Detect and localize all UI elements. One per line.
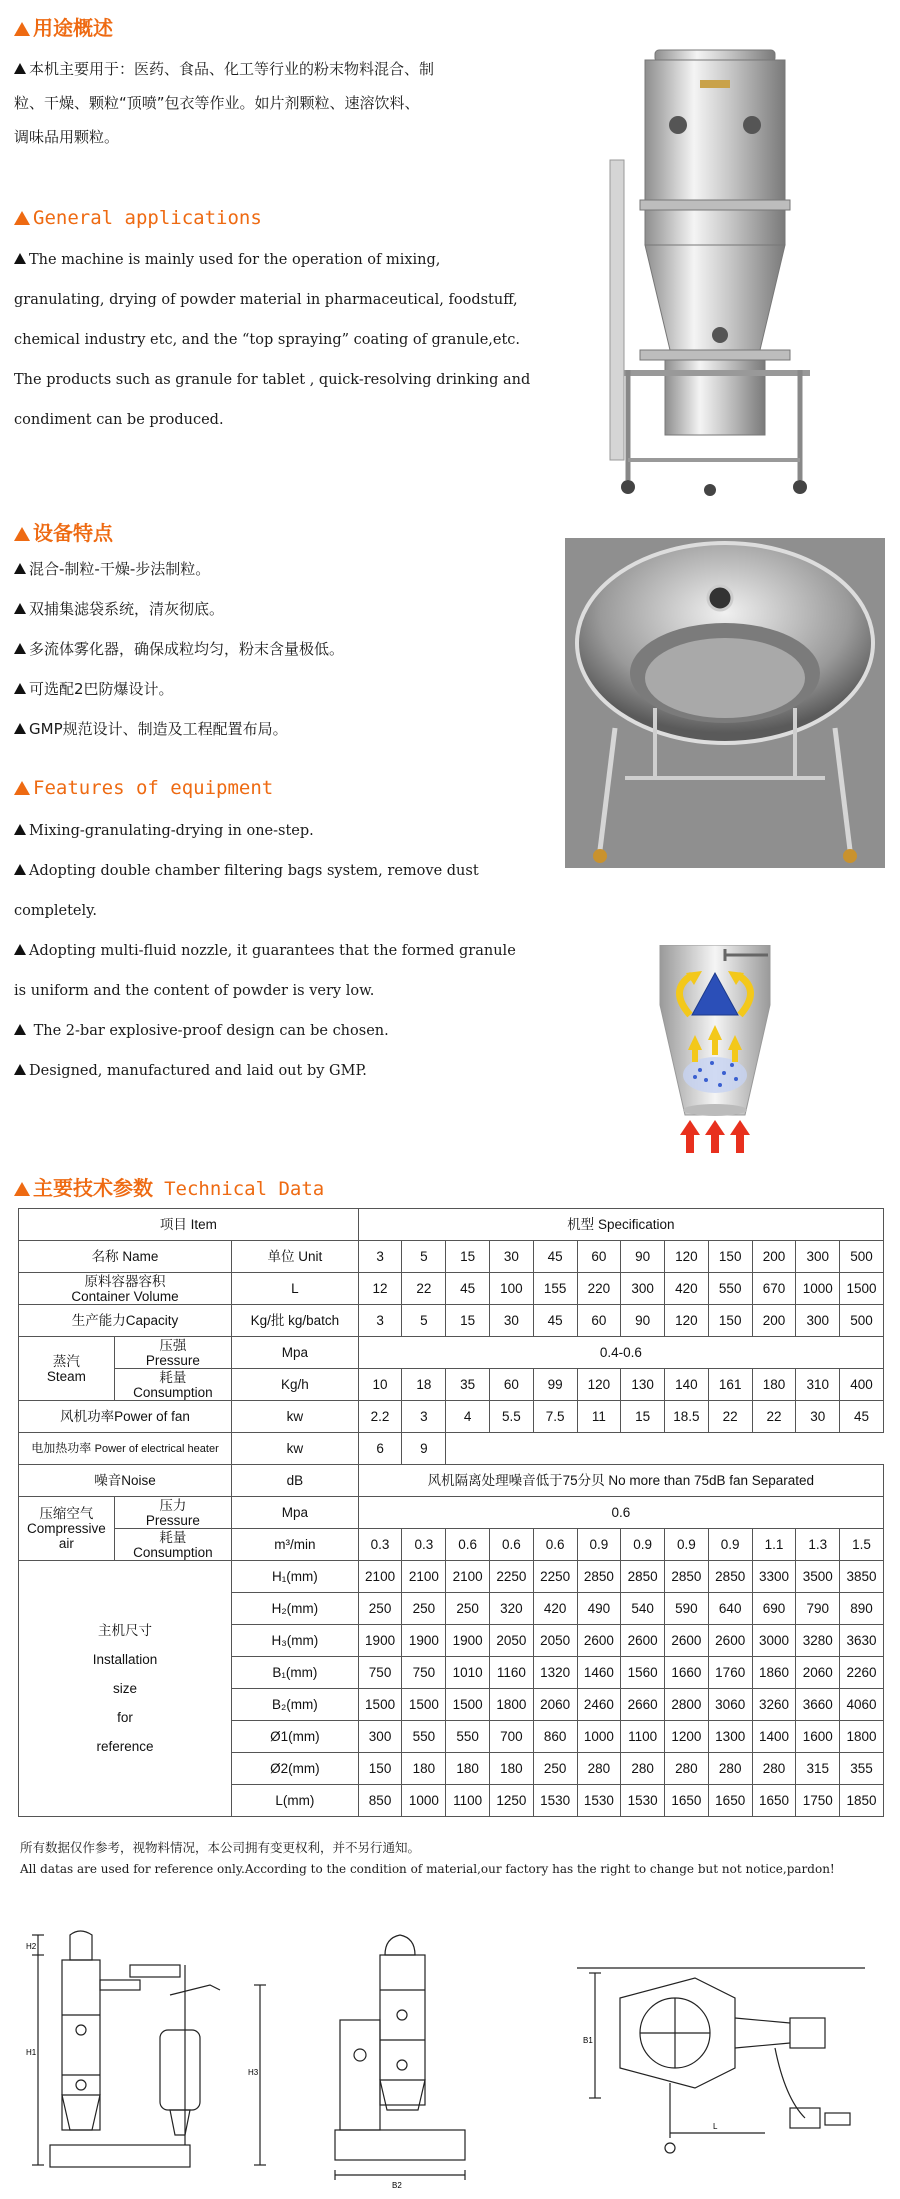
list-item: 混合-制粒-干燥-步法制粒。 bbox=[14, 549, 554, 589]
table-cell: 850 bbox=[358, 1785, 402, 1817]
table-cell: 750 bbox=[358, 1657, 402, 1689]
table-row: 原料容器容积 Container Volume L 12 22 45 100 155 220 300 420 550 670 1000 1500 bbox=[19, 1273, 884, 1305]
airflow-particles bbox=[683, 1057, 747, 1093]
table-cell: 0.9 bbox=[577, 1529, 621, 1561]
table-cell: 1000 bbox=[577, 1721, 621, 1753]
table-cell: 150 bbox=[708, 1241, 752, 1273]
table-cell: 7.5 bbox=[533, 1401, 577, 1433]
table-cell: 3 bbox=[402, 1401, 446, 1433]
table-cell: 18.5 bbox=[665, 1401, 709, 1433]
table-cell: 2.2 bbox=[358, 1401, 402, 1433]
table-cell: 2250 bbox=[489, 1561, 533, 1593]
table-cell: 1900 bbox=[402, 1625, 446, 1657]
list-item: 双捕集滤袋系统，清灰彻底。 bbox=[14, 589, 554, 629]
bullet-triangle-icon bbox=[14, 824, 26, 835]
table-cell: 1100 bbox=[446, 1785, 490, 1817]
table-cell bbox=[621, 1433, 665, 1465]
tech-heading: 主要技术参数 Technical Data bbox=[14, 1172, 324, 1201]
bullet-triangle-icon bbox=[14, 944, 26, 955]
table-cell: 10 bbox=[358, 1369, 402, 1401]
table-cell: 2050 bbox=[489, 1625, 533, 1657]
spec-header: 机型 Specification bbox=[358, 1209, 883, 1241]
table-cell: 1160 bbox=[489, 1657, 533, 1689]
table-cell: 3500 bbox=[796, 1561, 840, 1593]
table-cell: 1250 bbox=[489, 1785, 533, 1817]
table-row bbox=[19, 1561, 884, 1593]
table-cell: 45 bbox=[446, 1273, 490, 1305]
dimension-label: 主机尺寸 Installation size for reference bbox=[19, 1561, 232, 1817]
table-cell: 2850 bbox=[665, 1561, 709, 1593]
table-cell: 1760 bbox=[708, 1657, 752, 1689]
dimension-name: B₁(mm) bbox=[232, 1657, 359, 1689]
front-view-drawing bbox=[330, 1930, 470, 2195]
table-cell: 1460 bbox=[577, 1657, 621, 1689]
table-cell: 2850 bbox=[708, 1561, 752, 1593]
triangle-icon bbox=[14, 211, 30, 225]
table-cell: 30 bbox=[489, 1241, 533, 1273]
table-cell: 1600 bbox=[796, 1721, 840, 1753]
table-cell: 2800 bbox=[665, 1689, 709, 1721]
table-cell: 5 bbox=[402, 1305, 446, 1337]
table-cell: 2850 bbox=[621, 1561, 665, 1593]
table-cell: 550 bbox=[708, 1273, 752, 1305]
table-cell: 12 bbox=[358, 1273, 402, 1305]
table-cell: 1860 bbox=[752, 1657, 796, 1689]
usage-heading-cn: 用途概述 bbox=[14, 12, 113, 41]
table-cell: 420 bbox=[533, 1593, 577, 1625]
table-row: 电加热功率 Power of electrical heater kw 6 9 bbox=[19, 1433, 884, 1465]
table-row: 噪音Noise dB 风机隔离处理噪音低于75分贝 No more than 75dB fan Separated bbox=[19, 1465, 884, 1497]
dimension-name: H₂(mm) bbox=[232, 1593, 359, 1625]
table-cell: 2850 bbox=[577, 1561, 621, 1593]
table-cell: 1560 bbox=[621, 1657, 665, 1689]
table-cell: 1000 bbox=[402, 1785, 446, 1817]
tech-spec-table bbox=[18, 1208, 884, 1817]
table-cell: 300 bbox=[796, 1241, 840, 1273]
table-cell bbox=[446, 1433, 490, 1465]
table-cell bbox=[752, 1433, 796, 1465]
table-cell: 0.6 bbox=[533, 1529, 577, 1561]
table-cell: 45 bbox=[840, 1401, 884, 1433]
table-cell: 250 bbox=[533, 1753, 577, 1785]
airflow-diagram bbox=[650, 945, 780, 1155]
table-cell: 670 bbox=[752, 1273, 796, 1305]
bowl-photo-illustration bbox=[565, 538, 885, 868]
table-cell: 250 bbox=[446, 1593, 490, 1625]
table-cell: 1100 bbox=[621, 1721, 665, 1753]
table-cell: 1.3 bbox=[796, 1529, 840, 1561]
table-cell: 1.1 bbox=[752, 1529, 796, 1561]
triangle-icon bbox=[14, 781, 30, 795]
table-cell: 45 bbox=[533, 1305, 577, 1337]
table-cell: 0.6 bbox=[446, 1529, 490, 1561]
table-cell: 890 bbox=[840, 1593, 884, 1625]
table-cell: 355 bbox=[840, 1753, 884, 1785]
table-cell: 9 bbox=[402, 1433, 446, 1465]
table-cell: 300 bbox=[358, 1721, 402, 1753]
table-cell: 700 bbox=[489, 1721, 533, 1753]
table-cell: 4 bbox=[446, 1401, 490, 1433]
table-cell: 1320 bbox=[533, 1657, 577, 1689]
dimension-name: Ø2(mm) bbox=[232, 1753, 359, 1785]
table-cell: 860 bbox=[533, 1721, 577, 1753]
table-cell: 2600 bbox=[621, 1625, 665, 1657]
bullet-triangle-icon bbox=[14, 683, 26, 694]
table-row: 耗量 Consumption Kg/h 10 18 35 60 99 120 130 140 161 180 310 400 bbox=[19, 1369, 884, 1401]
note-cn: 所有数据仅作参考，视物料情况，本公司拥有变更权利，并不另行通知。 bbox=[20, 1840, 421, 1855]
table-cell bbox=[840, 1433, 884, 1465]
table-cell: 18 bbox=[402, 1369, 446, 1401]
table-cell: 120 bbox=[665, 1241, 709, 1273]
table-cell: 60 bbox=[489, 1369, 533, 1401]
table-cell: 2250 bbox=[533, 1561, 577, 1593]
bullet-triangle-icon bbox=[14, 1064, 26, 1075]
features-heading-en: Features of equipment bbox=[14, 777, 273, 799]
table-cell: 90 bbox=[621, 1241, 665, 1273]
table-cell: 2100 bbox=[358, 1561, 402, 1593]
table-cell: 3660 bbox=[796, 1689, 840, 1721]
table-cell: 1.5 bbox=[840, 1529, 884, 1561]
table-cell: 400 bbox=[840, 1369, 884, 1401]
table-cell: 540 bbox=[621, 1593, 665, 1625]
table-cell: 1650 bbox=[665, 1785, 709, 1817]
table-cell: 22 bbox=[708, 1401, 752, 1433]
table-cell bbox=[533, 1433, 577, 1465]
table-cell: 2600 bbox=[577, 1625, 621, 1657]
table-cell: 2260 bbox=[840, 1657, 884, 1689]
table-cell: 1000 bbox=[796, 1273, 840, 1305]
table-row: 压缩空气 Compressive air 压力 Pressure Mpa 0.6 bbox=[19, 1497, 884, 1529]
table-cell: 300 bbox=[621, 1273, 665, 1305]
table-cell: 35 bbox=[446, 1369, 490, 1401]
dimension-name: H₁(mm) bbox=[232, 1561, 359, 1593]
label-h1: H1 bbox=[26, 2048, 37, 2057]
table-cell: 3 bbox=[358, 1241, 402, 1273]
table-cell bbox=[665, 1433, 709, 1465]
table-cell: 3000 bbox=[752, 1625, 796, 1657]
table-cell: 15 bbox=[621, 1401, 665, 1433]
table-cell: 550 bbox=[446, 1721, 490, 1753]
item-header: 项目 Item bbox=[19, 1209, 359, 1241]
table-cell: 280 bbox=[621, 1753, 665, 1785]
table-cell: 3060 bbox=[708, 1689, 752, 1721]
table-cell: 200 bbox=[752, 1241, 796, 1273]
table-cell: 320 bbox=[489, 1593, 533, 1625]
table-cell: 2600 bbox=[708, 1625, 752, 1657]
usage-paragraph-cn: 本机主要用于：医药、食品、化工等行业的粉末物料混合、制 粒、干燥、颗粒“顶喷”包衣等作业。如片剂颗粒、速溶饮料、 调味品用颗粒。 bbox=[14, 60, 435, 146]
hot-air-arrows bbox=[680, 1120, 750, 1153]
table-cell: 150 bbox=[358, 1753, 402, 1785]
table-cell: 1850 bbox=[840, 1785, 884, 1817]
label-h3: H3 bbox=[248, 2068, 259, 2077]
features-list-cn bbox=[14, 549, 554, 749]
table-cell: 315 bbox=[796, 1753, 840, 1785]
table-cell: 790 bbox=[796, 1593, 840, 1625]
table-cell: 1750 bbox=[796, 1785, 840, 1817]
table-cell: 640 bbox=[708, 1593, 752, 1625]
table-cell: 310 bbox=[796, 1369, 840, 1401]
table-cell: 250 bbox=[358, 1593, 402, 1625]
table-cell: 5.5 bbox=[489, 1401, 533, 1433]
table-cell: 180 bbox=[402, 1753, 446, 1785]
table-cell: 3 bbox=[358, 1305, 402, 1337]
table-cell: 45 bbox=[533, 1241, 577, 1273]
table-cell: 1530 bbox=[533, 1785, 577, 1817]
table-cell: 180 bbox=[489, 1753, 533, 1785]
table-cell bbox=[489, 1433, 533, 1465]
table-cell: 100 bbox=[489, 1273, 533, 1305]
table-cell: 1900 bbox=[446, 1625, 490, 1657]
triangle-icon bbox=[14, 527, 30, 541]
table-row: 生产能力Capacity Kg/批 kg/batch 3 5 15 30 45 60 90 120 150 200 300 500 bbox=[19, 1305, 884, 1337]
table-row: 风机功率Power of fan kw 2.2 3 4 5.5 7.5 11 15 18.5 22 22 30 45 bbox=[19, 1401, 884, 1433]
table-cell: 150 bbox=[708, 1305, 752, 1337]
table-cell: 280 bbox=[665, 1753, 709, 1785]
table-cell: 2060 bbox=[533, 1689, 577, 1721]
table-cell: 0.9 bbox=[708, 1529, 752, 1561]
bullet-triangle-icon bbox=[14, 603, 26, 614]
table-cell: 1400 bbox=[752, 1721, 796, 1753]
label-h2: H2 bbox=[26, 1942, 37, 1951]
table-cell: 140 bbox=[665, 1369, 709, 1401]
table-cell: 0.3 bbox=[402, 1529, 446, 1561]
table-cell: 90 bbox=[621, 1305, 665, 1337]
list-item: GMP规范设计、制造及工程配置布局。 bbox=[14, 709, 554, 749]
top-view-drawing bbox=[575, 1948, 875, 2168]
table-cell: 280 bbox=[577, 1753, 621, 1785]
features-list-en: Mixing-granulating-drying in one-step. Adopting double chamber filtering bags system, remove dust completely. Adopting multi-fluid nozzle, it guarantees that the formed granule is uniform and the content of powder is very low. The 2-bar explosive-proof design can be chosen. Designed, manufactured and laid out by GMP. bbox=[14, 823, 516, 1079]
bullet-triangle-icon bbox=[14, 864, 26, 875]
table-cell: 30 bbox=[489, 1305, 533, 1337]
table-cell: 0.9 bbox=[621, 1529, 665, 1561]
fluid-bed-granulator-illustration bbox=[600, 40, 820, 500]
table-cell: 1530 bbox=[621, 1785, 665, 1817]
table-row bbox=[19, 1209, 884, 1241]
table-cell: 30 bbox=[796, 1401, 840, 1433]
bullet-triangle-icon bbox=[14, 1024, 26, 1035]
table-cell: 690 bbox=[752, 1593, 796, 1625]
bullet-triangle-icon bbox=[14, 643, 26, 654]
table-cell: 6 bbox=[358, 1433, 402, 1465]
table-cell: 2060 bbox=[796, 1657, 840, 1689]
table-cell: 1530 bbox=[577, 1785, 621, 1817]
table-cell: 1500 bbox=[358, 1689, 402, 1721]
table-cell: 1800 bbox=[489, 1689, 533, 1721]
bullet-triangle-icon bbox=[14, 253, 26, 264]
bullet-triangle-icon bbox=[14, 563, 26, 574]
table-cell: 11 bbox=[577, 1401, 621, 1433]
table-cell: 220 bbox=[577, 1273, 621, 1305]
table-cell: 200 bbox=[752, 1305, 796, 1337]
table-cell: 2100 bbox=[402, 1561, 446, 1593]
triangle-icon bbox=[14, 22, 30, 36]
table-cell: 500 bbox=[840, 1241, 884, 1273]
table-row: 蒸汽 Steam 压强 Pressure Mpa 0.4-0.6 bbox=[19, 1337, 884, 1369]
table-cell: 1500 bbox=[840, 1273, 884, 1305]
table-cell: 280 bbox=[752, 1753, 796, 1785]
table-cell bbox=[708, 1433, 752, 1465]
table-cell: 0.9 bbox=[665, 1529, 709, 1561]
table-cell: 15 bbox=[446, 1241, 490, 1273]
dimension-name: H₃(mm) bbox=[232, 1625, 359, 1657]
table-cell: 1500 bbox=[446, 1689, 490, 1721]
table-cell: 550 bbox=[402, 1721, 446, 1753]
table-cell: 120 bbox=[577, 1369, 621, 1401]
table-cell: 300 bbox=[796, 1305, 840, 1337]
table-cell: 1660 bbox=[665, 1657, 709, 1689]
label-b2: B2 bbox=[392, 2181, 402, 2190]
table-cell: 5 bbox=[402, 1241, 446, 1273]
table-cell: 3260 bbox=[752, 1689, 796, 1721]
table-cell: 0.6 bbox=[489, 1529, 533, 1561]
dimension-name: L(mm) bbox=[232, 1785, 359, 1817]
table-cell bbox=[796, 1433, 840, 1465]
label-l: L bbox=[713, 2122, 718, 2131]
table-cell: 22 bbox=[402, 1273, 446, 1305]
table-cell: 2100 bbox=[446, 1561, 490, 1593]
table-cell: 155 bbox=[533, 1273, 577, 1305]
table-cell: 130 bbox=[621, 1369, 665, 1401]
table-cell: 3850 bbox=[840, 1561, 884, 1593]
table-cell: 750 bbox=[402, 1657, 446, 1689]
table-cell: 0.3 bbox=[358, 1529, 402, 1561]
table-cell: 1900 bbox=[358, 1625, 402, 1657]
triangle-icon bbox=[14, 1182, 30, 1196]
side-view-drawing bbox=[20, 1925, 270, 2190]
table-cell: 180 bbox=[446, 1753, 490, 1785]
list-item: 可选配2巴防爆设计。 bbox=[14, 669, 554, 709]
table-cell: 180 bbox=[752, 1369, 796, 1401]
table-cell: 120 bbox=[665, 1305, 709, 1337]
dimension-name: B₂(mm) bbox=[232, 1689, 359, 1721]
table-cell: 1650 bbox=[708, 1785, 752, 1817]
table-cell: 1650 bbox=[752, 1785, 796, 1817]
table-cell: 3630 bbox=[840, 1625, 884, 1657]
table-cell: 2050 bbox=[533, 1625, 577, 1657]
table-cell: 1200 bbox=[665, 1721, 709, 1753]
table-cell: 1300 bbox=[708, 1721, 752, 1753]
label-b1: B1 bbox=[583, 2036, 593, 2045]
table-cell: 99 bbox=[533, 1369, 577, 1401]
table-cell: 3300 bbox=[752, 1561, 796, 1593]
table-cell: 3280 bbox=[796, 1625, 840, 1657]
table-cell: 1010 bbox=[446, 1657, 490, 1689]
table-cell: 60 bbox=[577, 1305, 621, 1337]
list-item: 多流体雾化器，确保成粒均匀，粉末含量极低。 bbox=[14, 629, 554, 669]
table-cell: 280 bbox=[708, 1753, 752, 1785]
table-cell: 2660 bbox=[621, 1689, 665, 1721]
usage-paragraph-en: The machine is mainly used for the operation of mixing, granulating, drying of powder material in pharmaceutical, foodstuff, chemical industry etc, and the “top spraying” coating of granule,etc. The products such as granule for tablet , quick-resolving drinking and condiment can be produced. bbox=[14, 252, 531, 428]
table-cell: 490 bbox=[577, 1593, 621, 1625]
bullet-triangle-icon bbox=[14, 63, 26, 74]
dimension-name: Ø1(mm) bbox=[232, 1721, 359, 1753]
note-en: All datas are used for reference only.According to the condition of material,our factory has the right to change but not notice,pardon! bbox=[20, 1862, 835, 1876]
table-row: 名称 Name 单位 Unit 3 5 15 30 45 60 90 120 150 200 300 500 bbox=[19, 1241, 884, 1273]
table-cell: 2600 bbox=[665, 1625, 709, 1657]
table-cell: 1800 bbox=[840, 1721, 884, 1753]
table-cell: 1500 bbox=[402, 1689, 446, 1721]
table-cell: 15 bbox=[446, 1305, 490, 1337]
table-cell bbox=[577, 1433, 621, 1465]
table-cell: 2460 bbox=[577, 1689, 621, 1721]
usage-heading-en: General applications bbox=[14, 207, 262, 229]
features-heading-cn: 设备特点 bbox=[14, 517, 113, 546]
table-cell: 500 bbox=[840, 1305, 884, 1337]
table-row: 耗量 Consumption m³/min 0.3 0.3 0.6 0.6 0.6 0.9 0.9 0.9 0.9 1.1 1.3 1.5 bbox=[19, 1529, 884, 1561]
table-cell: 60 bbox=[577, 1241, 621, 1273]
bullet-triangle-icon bbox=[14, 723, 26, 734]
table-cell: 4060 bbox=[840, 1689, 884, 1721]
table-cell: 420 bbox=[665, 1273, 709, 1305]
table-cell: 590 bbox=[665, 1593, 709, 1625]
table-cell: 22 bbox=[752, 1401, 796, 1433]
table-cell: 250 bbox=[402, 1593, 446, 1625]
table-cell: 161 bbox=[708, 1369, 752, 1401]
